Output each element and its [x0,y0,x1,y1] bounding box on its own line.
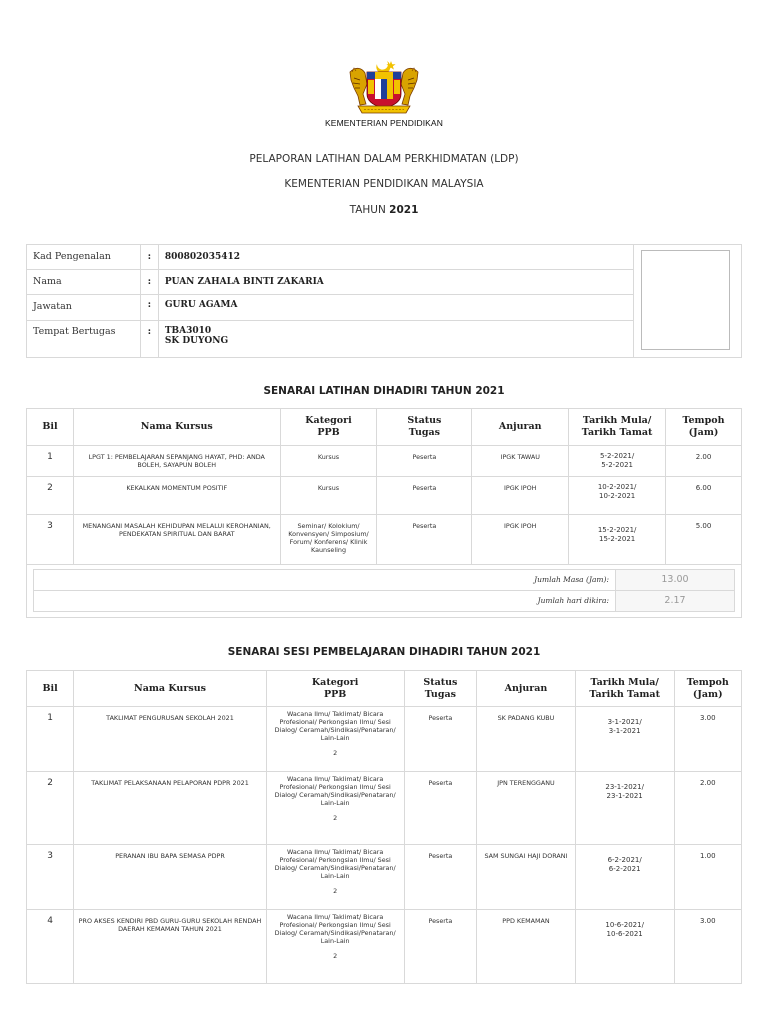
summary-cell [27,565,742,618]
year-label: TAHUN [349,204,386,216]
cell-status: Peserta [404,910,477,984]
cell-status: Peserta [404,772,477,845]
total-days-label: Jumlah hari dikira: [34,590,616,611]
cell-kategori: Kursus [280,446,377,477]
col-tempoh: Tempoh (Jam) [666,409,742,446]
col-bil: Bil [27,409,74,446]
cell-kategori: Wacana Ilmu/ Taklimat/ Bicara Profesional/ Perkongsian Ilmu/ Sesi Dialog/ Ceramah/Sindikasi/Penataran/ Lain-Lain 2 [266,845,404,910]
sessions-table [26,670,742,984]
profile-colon: : [140,320,158,357]
cell-bil: 3 [27,845,74,910]
cell-kategori: Wacana Ilmu/ Taklimat/ Bicara Profesional/ Perkongsian Ilmu/ Sesi Dialog/ Ceramah/Sindikasi/Penataran/ Lain-Lain 2 [266,910,404,984]
cell-tempoh: 6.00 [666,477,742,515]
section-training-title: SENARAI LATIHAN DIHADIRI TAHUN 2021 [263,385,505,397]
cell-nama: MENANGANI MASALAH KEHIDUPAN MELALUI KEROHANIAN, PENDEKATAN SPIRITUAL DAN BARAT [73,515,280,565]
cell-kategori: Wacana Ilmu/ Taklimat/ Bicara Profesional/ Perkongsian Ilmu/ Sesi Dialog/ Ceramah/Sindikasi/Penataran/ Lain-Lain 2 [266,772,404,845]
cell-tempoh: 3.00 [674,707,742,772]
photo-cell [633,245,741,358]
cell-tarikh: 23-1-2021/ 23-1-2021 [575,772,674,845]
total-hours-label: Jumlah Masa (Jam): [34,570,616,591]
cell-status: Peserta [404,845,477,910]
col-tarikh: Tarikh Mula/ Tarikh Tamat [569,409,666,446]
profile-label: Kad Pengenalan [27,245,141,270]
profile-position-value: GURU AGAMA [158,295,633,320]
col-kategori: Kategori PPB [280,409,377,446]
table-row [27,845,742,910]
cell-nama: PRO AKSES KENDIRI PBD GURU-GURU SEKOLAH RENDAH DAERAH KEMAMAN TAHUN 2021 [74,910,266,984]
cell-bil: 2 [27,772,74,845]
total-days-value: 2.17 [616,590,735,611]
section-sessions-title: SENARAI SESI PEMBELAJARAN DIHADIRI TAHUN 2021 [227,646,541,658]
profile-table [26,244,742,358]
cell-tarikh: 5-2-2021/ 5-2-2021 [569,446,666,477]
sessions-header-row [27,671,742,707]
cell-status: Peserta [377,515,472,565]
profile-label: Jawatan [27,295,141,320]
col-bil: Bil [27,671,74,707]
photo-placeholder [641,250,730,350]
cell-tarikh: 3-1-2021/ 3-1-2021 [575,707,674,772]
cell-tempoh: 3.00 [674,910,742,984]
profile-label: Nama [27,270,141,295]
table-row [27,477,742,515]
cell-bil: 1 [27,707,74,772]
year-line [0,204,768,216]
cell-anjuran: PPD KEMAMAN [477,910,576,984]
table-row [27,910,742,984]
cell-nama: KEKALKAN MOMENTUM POSITIF [73,477,280,515]
cell-bil: 4 [27,910,74,984]
cell-anjuran: SK PADANG KUBU [477,707,576,772]
total-hours-value: 13.00 [616,570,735,591]
workplace-school: SK DUYONG [164,335,229,346]
cell-anjuran: JPN TERENGGANU [477,772,576,845]
training-header-row [27,409,742,446]
col-anjuran: Anjuran [472,409,569,446]
coat-of-arms-logo [346,58,422,116]
cell-status: Peserta [377,446,472,477]
col-kategori: Kategori PPB [266,671,404,707]
year-value: 2021 [389,204,419,216]
col-nama-kursus: Nama Kursus [73,409,280,446]
cell-bil: 2 [27,477,74,515]
summary-row [27,565,742,618]
profile-colon: : [140,295,158,320]
cell-kategori: Kursus [280,477,377,515]
profile-colon: : [140,270,158,295]
cell-nama: LPGT 1: PEMBELAJARAN SEPANJANG HAYAT, PHD: ANDA BOLEH, SAYAPUN BOLEH [73,446,280,477]
col-status: Status Tugas [404,671,477,707]
cell-nama: PERANAN IBU BAPA SEMASA PDPR [74,845,266,910]
training-table [26,408,742,618]
col-anjuran: Anjuran [477,671,576,707]
report-title: PELAPORAN LATIHAN DALAM PERKHIDMATAN (LDP) [249,153,519,165]
cell-tarikh: 6-2-2021/ 6-2-2021 [575,845,674,910]
table-row [27,772,742,845]
cell-anjuran: IPGK IPOH [472,477,569,515]
profile-label: Tempat Bertugas [27,320,141,357]
cell-tempoh: 2.00 [674,772,742,845]
cell-tarikh: 10-2-2021/ 10-2-2021 [569,477,666,515]
col-nama-kursus: Nama Kursus [74,671,266,707]
cell-nama: TAKLIMAT PELAKSANAAN PELAPORAN PDPR 2021 [74,772,266,845]
cell-status: Peserta [377,477,472,515]
cell-status: Peserta [404,707,477,772]
cell-bil: 3 [27,515,74,565]
profile-ic-value: 800802035412 [158,245,633,270]
cell-kategori: Seminar/ Kolokium/ Konvensyen/ Simposium/ Forum/ Konferens/ Klinik Kaunseling [280,515,377,565]
profile-row-ic [27,245,742,270]
cell-tarikh: 10-6-2021/ 10-6-2021 [575,910,674,984]
cell-anjuran: IPGK IPOH [472,515,569,565]
cell-anjuran: SAM SUNGAI HAJI DORANI [477,845,576,910]
col-tempoh: Tempoh (Jam) [674,671,742,707]
cell-anjuran: IPGK TAWAU [472,446,569,477]
ministry-title: KEMENTERIAN PENDIDIKAN MALAYSIA [284,178,484,190]
cell-bil: 1 [27,446,74,477]
ministry-caption: KEMENTERIAN PENDIDIKAN [325,118,443,128]
profile-workplace-value [158,320,633,357]
cell-kategori: Wacana Ilmu/ Taklimat/ Bicara Profesional/ Perkongsian Ilmu/ Sesi Dialog/ Ceramah/Sindikasi/Penataran/ Lain-Lain 2 [266,707,404,772]
table-row [27,515,742,565]
cell-tempoh: 5.00 [666,515,742,565]
col-status: Status Tugas [377,409,472,446]
table-row [27,446,742,477]
profile-name-value: PUAN ZAHALA BINTI ZAKARIA [158,270,633,295]
cell-nama: TAKLIMAT PENGURUSAN SEKOLAH 2021 [74,707,266,772]
summary-table [33,569,735,612]
cell-tempoh: 1.00 [674,845,742,910]
col-tarikh: Tarikh Mula/ Tarikh Tamat [575,671,674,707]
cell-tarikh: 15-2-2021/ 15-2-2021 [569,515,666,565]
workplace-code: TBA3010 [164,325,212,336]
cell-tempoh: 2.00 [666,446,742,477]
profile-colon: : [140,245,158,270]
table-row [27,707,742,772]
